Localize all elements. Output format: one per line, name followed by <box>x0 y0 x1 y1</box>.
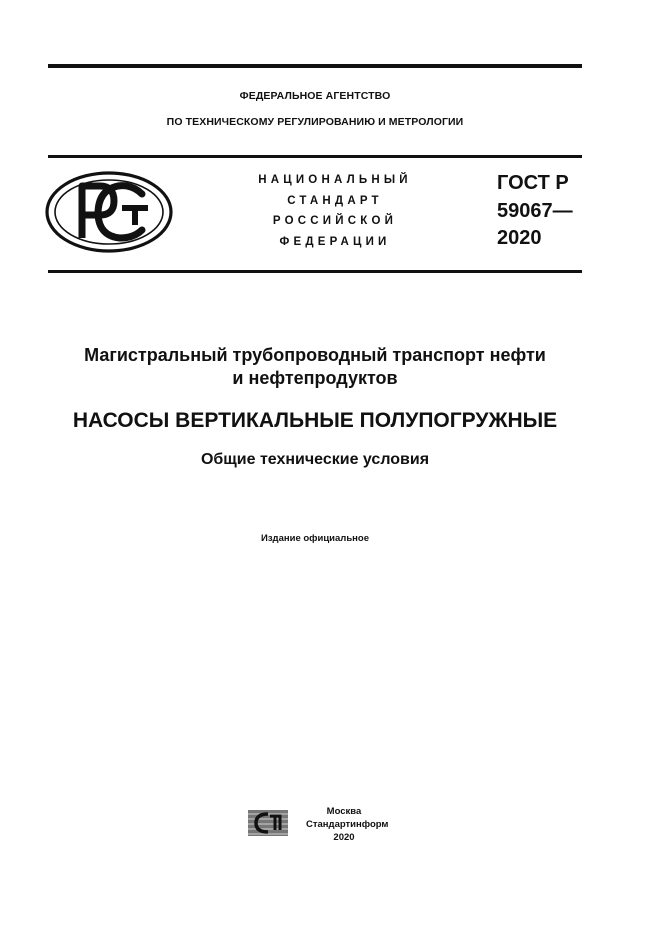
publisher-city: Москва <box>326 806 362 817</box>
edition-label: Издание официальное <box>261 533 369 544</box>
middle-rule <box>48 155 582 158</box>
document-subtitle: Общие технические условия <box>200 451 430 468</box>
publisher-imprint <box>306 805 389 844</box>
standard-label-line-3: РОССИЙСКОЙ <box>272 215 398 227</box>
subject-line-1: Магистральный трубопроводный транспорт нефти <box>84 345 546 365</box>
agency-line-2: ПО ТЕХНИЧЕСКОМУ РЕГУЛИРОВАНИЮ И МЕТРОЛОГИИ <box>166 116 464 128</box>
top-rule <box>48 64 582 68</box>
standartinform-logo-icon <box>248 810 288 836</box>
agency-line-1: ФЕДЕРАЛЬНОЕ АГЕНТСТВО <box>239 90 391 102</box>
subject-line-2: и нефтепродуктов <box>232 368 398 388</box>
national-standard-label <box>230 170 440 252</box>
document-subject <box>40 344 590 390</box>
document-title: НАСОСЫ ВЕРТИКАЛЬНЫЕ ПОЛУПОГРУЖНЫЕ <box>72 409 558 432</box>
standard-label-line-4: ФЕДЕРАЦИИ <box>279 235 391 248</box>
standard-designation <box>497 170 573 253</box>
designation-line-2: 59067— <box>497 199 573 222</box>
designation-line-1: ГОСТ Р <box>497 172 569 194</box>
standard-label-line-2: СТАНДАРТ <box>287 194 383 207</box>
bottom-rule <box>48 270 582 273</box>
publisher-name: Стандартинформ <box>306 819 389 830</box>
rst-certification-mark-icon <box>44 170 174 254</box>
designation-line-3: 2020 <box>497 227 542 249</box>
publisher-year: 2020 <box>333 832 355 843</box>
standard-label-line-1: НАЦИОНАЛЬНЫЙ <box>258 174 412 186</box>
